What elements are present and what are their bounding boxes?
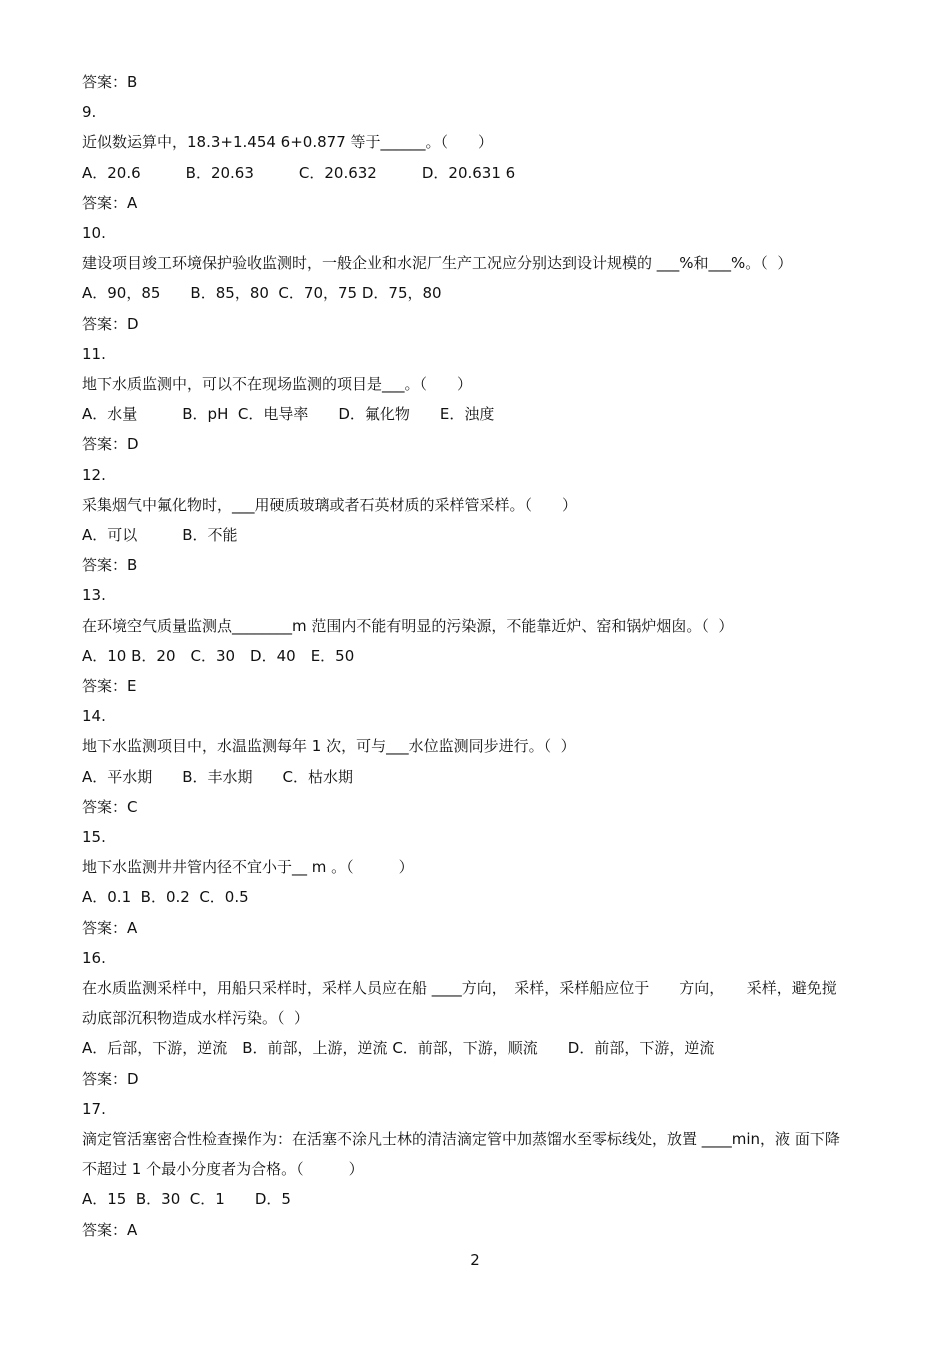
text-line: 答案：D <box>82 435 139 454</box>
text-line: 答案：A <box>82 193 138 212</box>
text-line: 答案：A <box>82 1220 138 1239</box>
text-line: 采集烟气中氟化物时，___用硬质玻璃或者石英材质的采样管采样。（ ） <box>82 495 578 514</box>
text-line: 12. <box>82 465 106 484</box>
text-line: 答案：E <box>82 677 137 695</box>
text-line: A．10 B．20 C．30 D．40 E．50 <box>82 646 355 665</box>
text-line: 在环境空气质量监测点________m 范围内不能有明显的污染源，不能靠近炉、窑和锅炉烟囱。（ ） <box>82 616 734 635</box>
text-line: A．20.6 B．20.63 C．20.632 D．20.631 6 <box>82 163 516 182</box>
text-line: 16. <box>82 948 106 967</box>
text-line: 动底部沉积物造成水样污染。（ ） <box>82 1009 310 1028</box>
text-line: 15. <box>82 828 106 846</box>
text-line: A．0.1 B．0.2 C．0.5 <box>82 888 249 907</box>
text-line: 答案：D <box>82 314 139 333</box>
text-line: A．可以 B．不能 <box>82 526 238 544</box>
text-line: A．平水期 B．丰水期 C．枯水期 <box>82 767 354 786</box>
text-line: 10. <box>82 224 106 242</box>
text-line: 答案：C <box>82 797 138 816</box>
text-line: A．后部，下游，逆流 B．前部，上游，逆流 C．前部，下游，顺流 D．前部，下游，逆流 <box>82 1039 715 1058</box>
text-line: 地下水质监测中，可以不在现场监测的项目是___。（ ） <box>82 375 473 393</box>
text-line: 11. <box>82 344 106 363</box>
text-line: A．水量 B．pH C．电导率 D．氟化物 E．浊度 <box>82 405 495 424</box>
text-line: 近似数运算中，18.3+1.454 6+0.877 等于______。（ ） <box>82 133 493 152</box>
text-line: 地下水监测项目中，水温监测每年 1 次，可与___水位监测同步进行。（ ） <box>82 737 576 756</box>
text-line: 答案：D <box>82 1069 139 1088</box>
text-line: 滴定管活塞密合性检查操作为：在活塞不涂凡士林的清洁滴定管中加蒸馏水至零标线处，放置 ____min，液 面下降 <box>82 1130 840 1148</box>
text-line: 答案：A <box>82 918 138 937</box>
text-line: A．90，85 B．85，80 C．70，75 D．75，80 <box>82 284 442 303</box>
text-line: 14. <box>82 707 106 726</box>
text-line: 答案：B <box>82 73 138 91</box>
page-number: 2 <box>470 1251 480 1269</box>
text-line: A．15 B．30 C．1 D．5 <box>82 1190 291 1209</box>
text-line: 答案：B <box>82 556 138 575</box>
text-line: 地下水监测井井管内径不宜小于__ m 。（ ） <box>82 858 414 877</box>
text-line: 不超过 1 个最小分度者为合格。（ ） <box>82 1160 364 1179</box>
text-line: 13. <box>82 586 106 605</box>
text-line: 在水质监测采样中，用船只采样时，采样人员应在船 ____方向， 采样，采样船应位于 方向， 采样，避免搅 <box>82 979 837 997</box>
text-line: 建设项目竣工环境保护验收监测时，一般企业和水泥厂生产工况应分别达到设计规模的 ___%和___%。（ ） <box>82 254 793 273</box>
text-line: 17. <box>82 1099 106 1118</box>
text-line: 9. <box>82 103 97 122</box>
